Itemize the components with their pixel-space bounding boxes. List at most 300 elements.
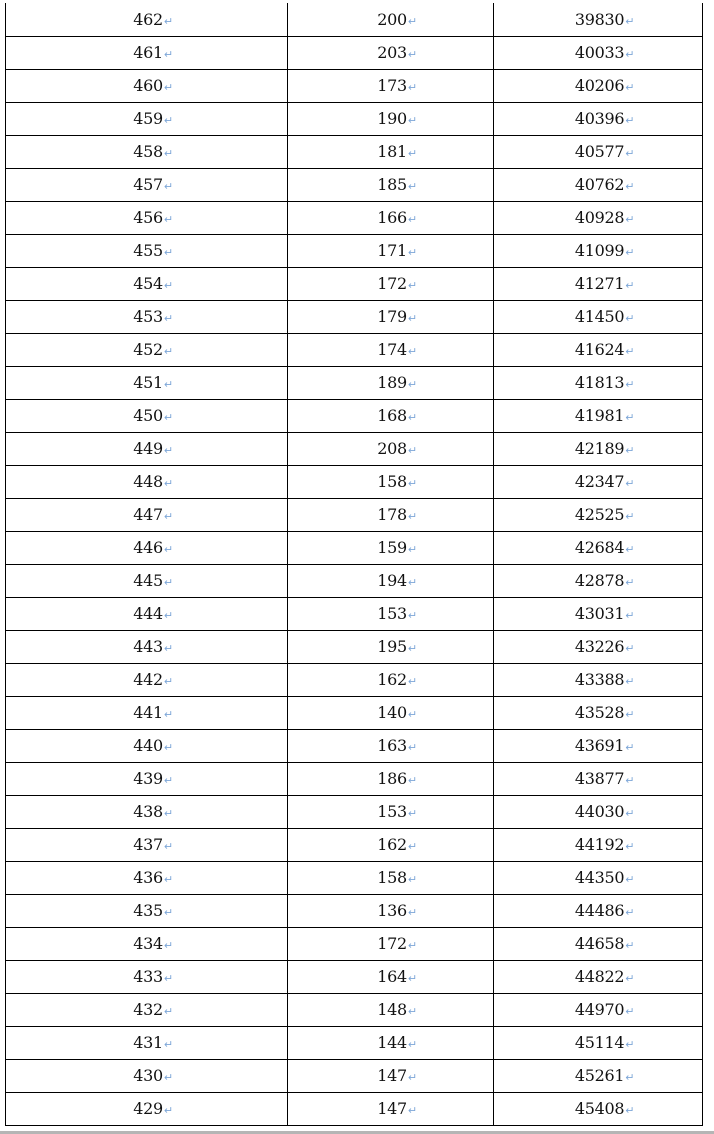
count-cell: [288, 400, 494, 433]
table-row: [6, 994, 703, 1027]
paragraph-mark-icon: ↵: [407, 807, 417, 820]
cell-content: [120, 375, 173, 391]
cell-content: [562, 1068, 634, 1084]
cell-value: 45114: [574, 1033, 625, 1052]
cumulative-cell: [494, 1060, 703, 1093]
cell-content: [364, 375, 417, 391]
count-cell: [288, 301, 494, 334]
cell-value: 153: [377, 802, 407, 821]
paragraph-mark-icon: ↵: [407, 213, 417, 226]
cell-content: [120, 837, 173, 853]
paragraph-mark-icon: ↵: [407, 312, 417, 325]
cell-content: [120, 672, 173, 688]
count-cell: [288, 532, 494, 565]
cell-value: 43691: [574, 736, 625, 755]
cell-content: [562, 870, 634, 886]
cumulative-cell: [494, 697, 703, 730]
cell-content: [562, 210, 634, 226]
paragraph-mark-icon: ↵: [625, 906, 635, 919]
cell-value: 438: [133, 802, 163, 821]
cell-content: [120, 78, 173, 94]
cell-value: 459: [133, 109, 163, 128]
count-cell: [288, 796, 494, 829]
paragraph-mark-icon: ↵: [163, 279, 173, 292]
count-cell: [288, 499, 494, 532]
table-row: [6, 499, 703, 532]
paragraph-mark-icon: ↵: [625, 807, 635, 820]
count-cell: [288, 466, 494, 499]
count-cell: [288, 763, 494, 796]
paragraph-mark-icon: ↵: [625, 840, 635, 853]
cell-value: 44822: [574, 967, 625, 986]
cell-value: 174: [377, 340, 407, 359]
cell-value: 440: [133, 736, 163, 755]
cell-content: [120, 573, 173, 589]
cell-content: [120, 1101, 173, 1117]
cell-value: 162: [377, 670, 407, 689]
cell-value: 144: [377, 1033, 407, 1052]
table-row: [6, 961, 703, 994]
paragraph-mark-icon: ↵: [163, 939, 173, 952]
cumulative-cell: [494, 994, 703, 1027]
paragraph-mark-icon: ↵: [407, 81, 417, 94]
table-row: [6, 796, 703, 829]
cell-content: [364, 903, 417, 919]
cell-value: 434: [133, 934, 163, 953]
cumulative-cell: [494, 631, 703, 664]
cell-content: [364, 177, 417, 193]
paragraph-mark-icon: ↵: [407, 246, 417, 259]
paragraph-mark-icon: ↵: [163, 147, 173, 160]
cell-value: 43388: [574, 670, 625, 689]
cell-value: 435: [133, 901, 163, 920]
cell-content: [364, 936, 417, 952]
cell-content: [364, 243, 417, 259]
cell-content: [364, 705, 417, 721]
cumulative-cell: [494, 103, 703, 136]
paragraph-mark-icon: ↵: [163, 246, 173, 259]
cell-value: 42189: [574, 439, 625, 458]
paragraph-mark-icon: ↵: [625, 939, 635, 952]
cell-content: [364, 408, 417, 424]
cell-content: [562, 243, 634, 259]
cell-value: 168: [377, 406, 407, 425]
table-row: [6, 3, 703, 37]
cell-content: [364, 474, 417, 490]
score-cell: [6, 532, 288, 565]
table-row: [6, 400, 703, 433]
table-row: [6, 1093, 703, 1126]
cumulative-cell: [494, 3, 703, 37]
paragraph-mark-icon: ↵: [625, 114, 635, 127]
paragraph-mark-icon: ↵: [407, 510, 417, 523]
table-row: [6, 466, 703, 499]
cell-content: [120, 9, 173, 29]
cell-content: [562, 639, 634, 655]
cell-content: [120, 474, 173, 490]
cell-content: [562, 177, 634, 193]
cell-value: 448: [133, 472, 163, 491]
score-cell: [6, 433, 288, 466]
cell-value: 453: [133, 307, 163, 326]
paragraph-mark-icon: ↵: [407, 741, 417, 754]
paragraph-mark-icon: ↵: [625, 741, 635, 754]
cell-content: [562, 507, 634, 523]
paragraph-mark-icon: ↵: [163, 576, 173, 589]
cell-value: 457: [133, 175, 163, 194]
cell-value: 455: [133, 241, 163, 260]
count-cell: [288, 169, 494, 202]
score-cell: [6, 202, 288, 235]
cell-value: 171: [377, 241, 407, 260]
score-distribution-table: [5, 3, 703, 1126]
cell-content: [364, 639, 417, 655]
score-cell: [6, 334, 288, 367]
paragraph-mark-icon: ↵: [407, 972, 417, 985]
cell-content: [364, 672, 417, 688]
paragraph-mark-icon: ↵: [625, 477, 635, 490]
cumulative-cell: [494, 730, 703, 763]
cell-value: 441: [133, 703, 163, 722]
cell-content: [562, 144, 634, 160]
paragraph-mark-icon: ↵: [625, 1038, 635, 1051]
cell-value: 159: [377, 538, 407, 557]
paragraph-mark-icon: ↵: [163, 807, 173, 820]
cumulative-cell: [494, 1093, 703, 1126]
paragraph-mark-icon: ↵: [163, 1038, 173, 1051]
table-row: [6, 70, 703, 103]
paragraph-mark-icon: ↵: [625, 345, 635, 358]
cell-value: 158: [377, 868, 407, 887]
cell-content: [120, 45, 173, 61]
cell-content: [120, 639, 173, 655]
cell-value: 178: [377, 505, 407, 524]
cumulative-cell: [494, 928, 703, 961]
cell-value: 190: [377, 109, 407, 128]
cumulative-cell: [494, 37, 703, 70]
cell-content: [364, 441, 417, 457]
paragraph-mark-icon: ↵: [625, 48, 635, 61]
paragraph-mark-icon: ↵: [407, 114, 417, 127]
cell-value: 445: [133, 571, 163, 590]
cell-value: 41624: [574, 340, 625, 359]
cell-value: 179: [377, 307, 407, 326]
cell-content: [120, 1068, 173, 1084]
count-cell: [288, 829, 494, 862]
cell-content: [120, 870, 173, 886]
cell-content: [562, 375, 634, 391]
score-cell: [6, 598, 288, 631]
score-cell: [6, 895, 288, 928]
cell-value: 41099: [574, 241, 625, 260]
table-row: [6, 862, 703, 895]
cell-value: 456: [133, 208, 163, 227]
cumulative-cell: [494, 961, 703, 994]
cell-content: [562, 1002, 634, 1018]
paragraph-mark-icon: ↵: [163, 741, 173, 754]
cell-value: 42684: [574, 538, 625, 557]
cell-content: [120, 111, 173, 127]
cell-value: 172: [377, 934, 407, 953]
cell-content: [562, 45, 634, 61]
cell-content: [364, 507, 417, 523]
cell-content: [120, 441, 173, 457]
count-cell: [288, 631, 494, 664]
score-cell: [6, 1027, 288, 1060]
cell-content: [562, 573, 634, 589]
cell-value: 194: [377, 571, 407, 590]
cell-value: 181: [377, 142, 407, 161]
paragraph-mark-icon: ↵: [407, 939, 417, 952]
score-cell: [6, 1060, 288, 1093]
table-row: [6, 268, 703, 301]
count-cell: [288, 895, 494, 928]
cell-value: 42878: [574, 571, 625, 590]
paragraph-mark-icon: ↵: [625, 774, 635, 787]
paragraph-mark-icon: ↵: [163, 840, 173, 853]
score-cell: [6, 169, 288, 202]
count-cell: [288, 697, 494, 730]
cell-value: 185: [377, 175, 407, 194]
paragraph-mark-icon: ↵: [407, 1071, 417, 1084]
cell-content: [562, 672, 634, 688]
paragraph-mark-icon: ↵: [407, 48, 417, 61]
cell-content: [562, 276, 634, 292]
cell-value: 451: [133, 373, 163, 392]
paragraph-mark-icon: ↵: [407, 477, 417, 490]
cell-value: 460: [133, 76, 163, 95]
cumulative-cell: [494, 334, 703, 367]
cell-content: [120, 771, 173, 787]
cell-content: [364, 738, 417, 754]
cell-value: 153: [377, 604, 407, 623]
cumulative-cell: [494, 367, 703, 400]
cell-value: 203: [377, 43, 407, 62]
score-cell: [6, 862, 288, 895]
table-row: [6, 928, 703, 961]
cell-content: [364, 606, 417, 622]
paragraph-mark-icon: ↵: [625, 1071, 635, 1084]
cell-content: [562, 1101, 634, 1117]
paragraph-mark-icon: ↵: [407, 675, 417, 688]
cell-content: [562, 9, 635, 29]
cell-value: 162: [377, 835, 407, 854]
paragraph-mark-icon: ↵: [163, 378, 173, 391]
cell-value: 186: [377, 769, 407, 788]
cell-content: [120, 606, 173, 622]
cumulative-cell: [494, 598, 703, 631]
cell-content: [562, 837, 634, 853]
table-row: [6, 103, 703, 136]
paragraph-mark-icon: ↵: [625, 642, 635, 655]
cell-value: 41271: [574, 274, 625, 293]
cell-content: [364, 342, 417, 358]
cell-content: [562, 1035, 634, 1051]
table-row: [6, 697, 703, 730]
cell-content: [120, 738, 173, 754]
cell-value: 430: [133, 1066, 163, 1085]
paragraph-mark-icon: ↵: [407, 444, 417, 457]
cell-value: 432: [133, 1000, 163, 1019]
cell-value: 163: [377, 736, 407, 755]
cell-value: 40928: [574, 208, 625, 227]
count-cell: [288, 136, 494, 169]
cell-value: 44030: [574, 802, 625, 821]
cell-content: [120, 705, 173, 721]
cell-content: [364, 969, 417, 985]
score-cell: [6, 763, 288, 796]
paragraph-mark-icon: ↵: [625, 543, 635, 556]
cumulative-cell: [494, 70, 703, 103]
cell-value: 200: [377, 9, 407, 29]
count-cell: [288, 37, 494, 70]
cell-content: [120, 540, 173, 556]
count-cell: [288, 70, 494, 103]
cell-content: [120, 243, 173, 259]
cell-content: [562, 78, 634, 94]
cell-value: 45261: [574, 1066, 625, 1085]
paragraph-mark-icon: ↵: [163, 543, 173, 556]
paragraph-mark-icon: ↵: [625, 708, 635, 721]
cumulative-cell: [494, 763, 703, 796]
paragraph-mark-icon: ↵: [407, 774, 417, 787]
paragraph-mark-icon: ↵: [625, 14, 635, 28]
cell-value: 195: [377, 637, 407, 656]
cell-value: 449: [133, 439, 163, 458]
count-cell: [288, 1060, 494, 1093]
cell-value: 136: [377, 901, 407, 920]
cell-value: 43031: [574, 604, 625, 623]
count-cell: [288, 3, 494, 37]
cell-content: [120, 936, 173, 952]
cell-content: [364, 210, 417, 226]
cell-value: 43877: [574, 769, 625, 788]
count-cell: [288, 367, 494, 400]
score-cell: [6, 466, 288, 499]
table-row: [6, 136, 703, 169]
cell-content: [364, 573, 417, 589]
table-row: [6, 1027, 703, 1060]
cell-value: 437: [133, 835, 163, 854]
cumulative-cell: [494, 862, 703, 895]
paragraph-mark-icon: ↵: [407, 378, 417, 391]
cumulative-cell: [494, 400, 703, 433]
cell-content: [120, 309, 173, 325]
score-cell: [6, 268, 288, 301]
paragraph-mark-icon: ↵: [163, 675, 173, 688]
cell-content: [120, 408, 173, 424]
count-cell: [288, 862, 494, 895]
score-cell: [6, 70, 288, 103]
paragraph-mark-icon: ↵: [625, 873, 635, 886]
table-row: [6, 829, 703, 862]
cell-value: 147: [377, 1099, 407, 1118]
table-row: [6, 763, 703, 796]
cell-value: 436: [133, 868, 163, 887]
cumulative-cell: [494, 202, 703, 235]
score-cell: [6, 697, 288, 730]
paragraph-mark-icon: ↵: [625, 675, 635, 688]
cumulative-cell: [494, 829, 703, 862]
cell-content: [364, 309, 417, 325]
paragraph-mark-icon: ↵: [407, 708, 417, 721]
cell-value: 158: [377, 472, 407, 491]
cumulative-cell: [494, 235, 703, 268]
paragraph-mark-icon: ↵: [163, 48, 173, 61]
score-cell: [6, 499, 288, 532]
count-cell: [288, 1027, 494, 1060]
table-row: [6, 37, 703, 70]
table-row: [6, 301, 703, 334]
score-cell: [6, 928, 288, 961]
cell-content: [562, 738, 634, 754]
cell-value: 439: [133, 769, 163, 788]
paragraph-mark-icon: ↵: [163, 213, 173, 226]
cell-content: [364, 276, 417, 292]
paragraph-mark-icon: ↵: [163, 906, 173, 919]
table-row: [6, 598, 703, 631]
table-row: [6, 202, 703, 235]
paragraph-mark-icon: ↵: [625, 246, 635, 259]
score-cell: [6, 994, 288, 1027]
table-row: [6, 631, 703, 664]
cumulative-cell: [494, 565, 703, 598]
table-row: [6, 730, 703, 763]
cell-content: [364, 870, 417, 886]
cell-value: 39830: [574, 9, 625, 29]
count-cell: [288, 961, 494, 994]
paragraph-mark-icon: ↵: [407, 180, 417, 193]
cumulative-cell: [494, 169, 703, 202]
cell-value: 431: [133, 1033, 163, 1052]
cell-value: 164: [377, 967, 407, 986]
cell-content: [562, 705, 634, 721]
paragraph-mark-icon: ↵: [407, 873, 417, 886]
cell-content: [364, 1035, 417, 1051]
cell-content: [120, 177, 173, 193]
cell-content: [562, 606, 634, 622]
count-cell: [288, 598, 494, 631]
paragraph-mark-icon: ↵: [407, 411, 417, 424]
cumulative-cell: [494, 136, 703, 169]
cell-value: 43528: [574, 703, 625, 722]
cell-content: [364, 837, 417, 853]
paragraph-mark-icon: ↵: [163, 81, 173, 94]
table-row: [6, 664, 703, 697]
paragraph-mark-icon: ↵: [407, 14, 417, 28]
cell-content: [562, 936, 634, 952]
cell-content: [364, 9, 417, 29]
cell-content: [120, 1002, 173, 1018]
cumulative-cell: [494, 664, 703, 697]
cell-content: [120, 804, 173, 820]
cell-content: [562, 408, 634, 424]
paragraph-mark-icon: ↵: [163, 180, 173, 193]
cell-value: 454: [133, 274, 163, 293]
count-cell: [288, 928, 494, 961]
cell-value: 45408: [574, 1099, 625, 1118]
score-cell: [6, 664, 288, 697]
cell-value: 40033: [574, 43, 625, 62]
cell-value: 148: [377, 1000, 407, 1019]
paragraph-mark-icon: ↵: [625, 576, 635, 589]
cell-content: [364, 1101, 417, 1117]
paragraph-mark-icon: ↵: [407, 1005, 417, 1018]
table-row: [6, 1060, 703, 1093]
paragraph-mark-icon: ↵: [625, 279, 635, 292]
paragraph-mark-icon: ↵: [407, 147, 417, 160]
cell-content: [562, 969, 634, 985]
